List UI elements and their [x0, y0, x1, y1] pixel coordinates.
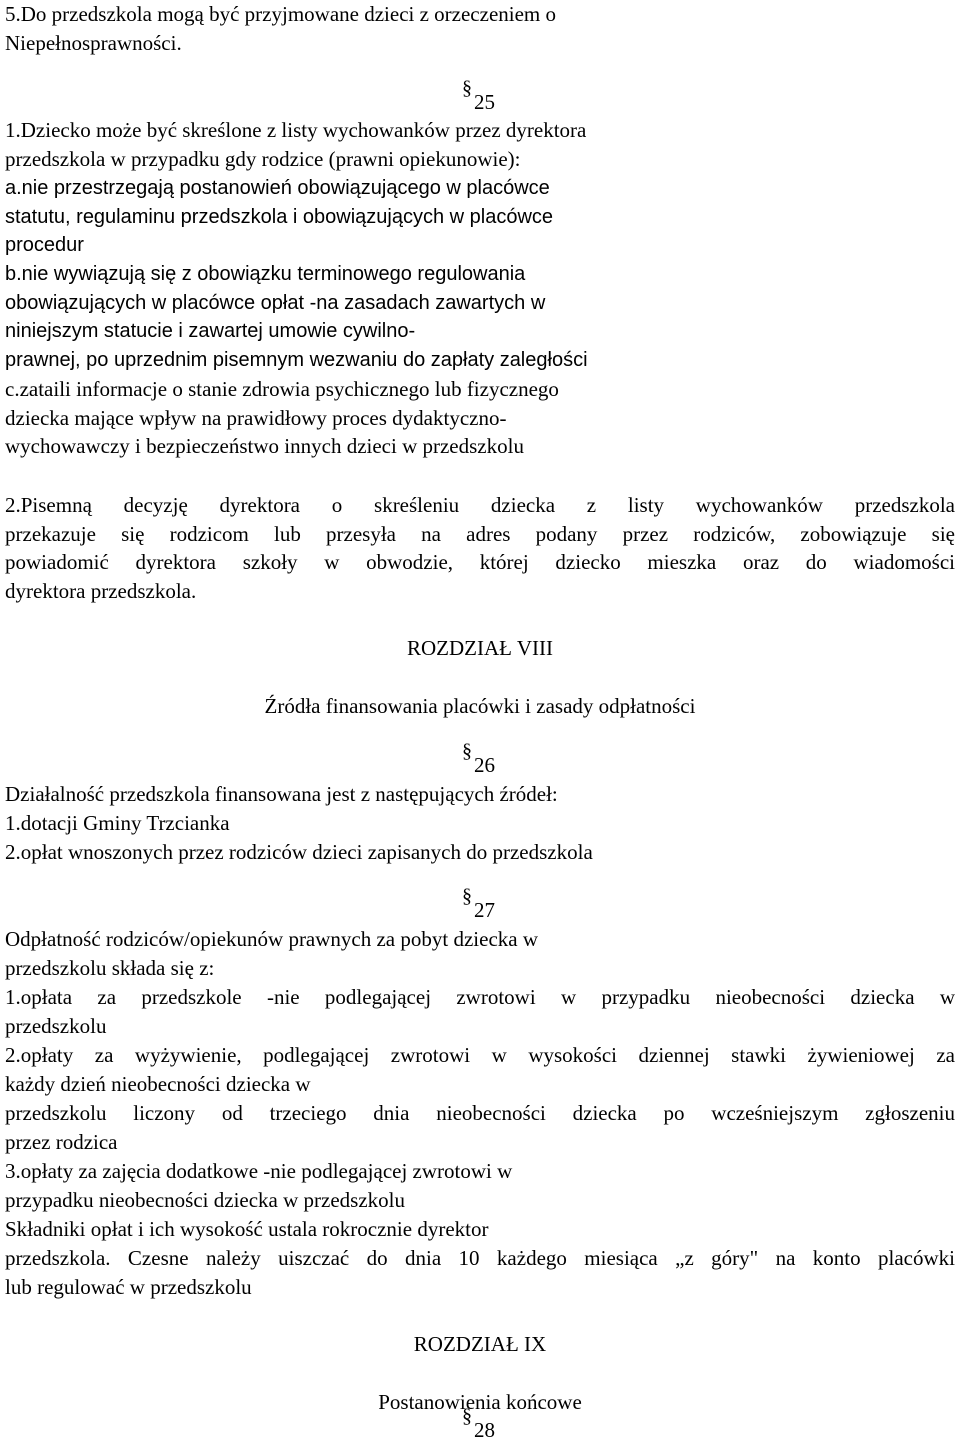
s27-point2-line3: przedszkolu liczony od trzeciego dnia nieobecności dziecka po wcześniejszym zgłoszeniu: [5, 1101, 955, 1125]
s27-footer-line1: Składniki opłat i ich wysokość ustala rokrocznie dyrektor: [5, 1217, 489, 1241]
s27-point1-line1: 1.opłata za przedszkole -nie podlegającej zwrotowi w przypadku nieobecności dziecka w: [5, 985, 955, 1009]
section-28-number: § 28: [462, 1416, 495, 1445]
s25-point2-line1: 2.Pisemną decyzję dyrektora o skreśleniu dziecka z listy wychowanków przedszkola: [5, 493, 955, 517]
s25-c-line2: dziecka mające wpływ na prawidłowy proces dydaktyczno-: [5, 406, 507, 430]
s26-line1: Działalność przedszkola finansowana jest z następujących źródeł:: [5, 782, 558, 806]
s25-point1-line1: 1.Dziecko może być skreślone z listy wychowanków przez dyrektora: [5, 118, 587, 142]
s27-point3-line1: 3.opłaty za zajęcia dodatkowe -nie podlegającej zwrotowi w: [5, 1159, 513, 1183]
s27-footer-line2: przedszkola. Czesne należy uiszczać do dnia 10 każdego miesiąca „z góry" na konto placówki: [5, 1246, 955, 1270]
s26-line2: 1.dotacji Gminy Trzcianka: [5, 811, 230, 835]
chapter-9-heading: ROZDZIAŁ IX: [413, 1332, 547, 1356]
chapter-8-title: Źródła finansowania placówki i zasady odpłatności: [264, 694, 696, 718]
s27-footer-line3: lub regulować w przedszkolu: [5, 1275, 252, 1299]
chapter-8-heading: ROZDZIAŁ VIII: [407, 636, 553, 660]
section-26-number: § 26: [462, 751, 495, 780]
s25-point1-line2: przedszkola w przypadku gdy rodzice (prawni opiekunowie):: [5, 147, 521, 171]
s27-point3-line2: przypadku nieobecności dziecka w przedszkolu: [5, 1188, 406, 1212]
s27-point2-line4: przez rodzica: [5, 1130, 118, 1154]
s25-b-line4: prawnej, po uprzednim pisemnym wezwaniu do zapłaty zaległości: [5, 349, 588, 371]
s24-point5-line2: Niepełnosprawności.: [5, 31, 182, 55]
section-25-number: § 25: [462, 88, 495, 117]
s25-a-line3: procedur: [5, 234, 84, 256]
s25-c-line1: c.zataili informacje o stanie zdrowia psychicznego lub fizycznego: [5, 377, 559, 401]
s25-a-line1: a.nie przestrzegają postanowień obowiązującego w placówce: [5, 177, 550, 199]
s24-point5-line1: 5.Do przedszkola mogą być przyjmowane dzieci z orzeczeniem o: [5, 2, 557, 26]
s25-b-line2: obowiązujących w placówce opłat -na zasadach zawartych w: [5, 292, 546, 314]
s25-b-line1: b.nie wywiązują się z obowiązku terminowego regulowania: [5, 263, 526, 285]
s27-point2-line1: 2.opłaty za wyżywienie, podlegającej zwrotowi w wysokości dziennej stawki żywieniowej za: [5, 1043, 955, 1067]
s27-line2: przedszkolu składa się z:: [5, 956, 215, 980]
s25-a-line2: statutu, regulaminu przedszkola i obowiązujących w placówce: [5, 206, 554, 228]
s25-c-line3: wychowawczy i bezpieczeństwo innych dzieci w przedszkolu: [5, 434, 524, 458]
s26-line3: 2.opłat wnoszonych przez rodziców dzieci zapisanych do przedszkola: [5, 840, 593, 864]
s25-b-line3: niniejszym statucie i zawartej umowie cywilno-: [5, 320, 416, 342]
s25-point2-line2: przekazuje się rodzicom lub przesyła na adres podany przez rodziców, zobowiązuje się: [5, 522, 955, 546]
s25-point2-line4: dyrektora przedszkola.: [5, 579, 197, 603]
s27-line1: Odpłatność rodziców/opiekunów prawnych za pobyt dziecka w: [5, 927, 538, 951]
s25-point2-line3: powiadomić dyrektora szkoły w obwodzie, której dziecko mieszka oraz do wiadomości: [5, 550, 955, 574]
section-27-number: § 27: [462, 896, 495, 925]
s27-point1-line2: przedszkolu: [5, 1014, 107, 1038]
s27-point2-line2: każdy dzień nieobecności dziecka w: [5, 1072, 311, 1096]
chapter-9-title: Postanowienia końcowe: [378, 1390, 582, 1414]
